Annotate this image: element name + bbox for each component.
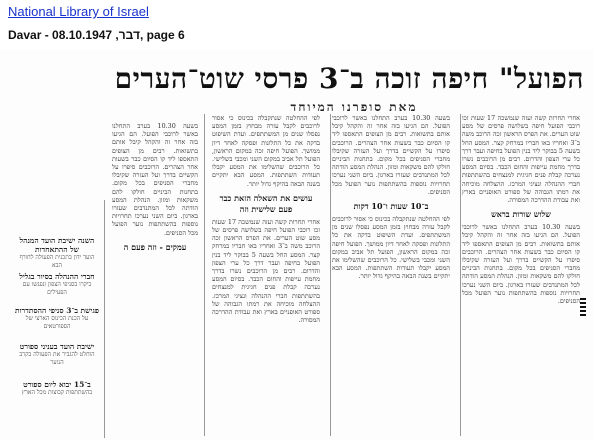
- section-subheading: עושים את השאלה הזאת כבר פעם שלישית וזה: [219, 192, 313, 214]
- scan-mark: [580, 310, 586, 312]
- library-link[interactable]: National Library of Israel: [8, 4, 149, 19]
- column-text: אחרי תחרות קשה ועזה שנמשכה 17 שעות זכו רוכבי הפועל חיפה בשלושה פרסים של מסע שוט הערים. את הפרס הראשון זכה הרוכב משה ב־3 ואחריו באו חבריו במרחק קצר. המסע החל בשעה 5 בבוקר ליד בנין הפועל בחיפה ועבר דרך כל ערי הצפון והדרום. רבים מן הרוכבים נשרו בדרך מחמת עייפות והחום הכבד. בסיום המסע נערכה קבלת פנים חגיגית למנצחים בהשתתפות חברי ההנהלה ונציגי המרכז. ההצלחה מוכיחה את רמתו הגבוהה של ספורט האופניים בארץ ואת עבודת ההדרכה המסורה.: [212, 217, 321, 325]
- column-text: בשעה 10.30 בערב התחלנו באשר לרוכבי הפועל. הם הגיעו בזה אחר זה והקהל קיבל אותם בתשואות. רבים מן הצופים התאספו ליד קו הסיום כבר בשעות אחר הצהרים. הרוכבים סיפרו על הקשיים בדרך ועל העזרה שקיבלו מחברי הסניפים בכל מקום. בתחנות הביניים חולקו להם משקאות ומזון. הנהלת המסע הודתה לכל המתנדבים שעזרו בארגון. ביום השני נערכו תחרויות נוספות בהשתתפות נוער הפועל מכל הסניפים.: [332, 114, 450, 196]
- side-item-title: חברי ההנהלה בסיור בגליל: [19, 272, 95, 281]
- column-text: לפי ההחלטה שנתקבלה בכינוס כי אסור לרוכבים לקבל עזרה מבחוץ בזמן המסע נפסלו שנים מן המשתתפים. ועדת השיפוט בדקה את כל התלונות ופסקה לאחר דיון ממושך. הפועל חיפה זכה במקום הראשון, הפועל תל אביב במקום השני ומכבי בשלישי. כל הרוכבים שהשלימו את המסע יקבלו תעודות השתתפות. המסע הבא יתקיים בשנה הבאה בהיקף גדול יותר.: [212, 114, 320, 188]
- side-item-text: על הכנת הכינוס הארצי של הספורטאים: [25, 315, 89, 330]
- side-item: [14, 342, 100, 366]
- side-item: [14, 272, 100, 296]
- column-text: לפי ההחלטה שנתקבלה בכינוס כי אסור לרוכבים לקבל עזרה מבחוץ בזמן המסע נפסלו שנים מן המשתתפים. ועדת השיפוט בדקה את כל התלונות ופסקה לאחר דיון ממושך. הפועל חיפה זכה במקום הראשון, הפועל תל אביב במקום השני ומכבי בשלישי. כל הרוכבים שהשלימו את המסע יקבלו תעודות השתתפות. המסע הבא יתקיים בשנה הבאה בהיקף גדול יותר.: [332, 215, 450, 281]
- column-divider: [104, 200, 105, 438]
- section-subheading: עמקים - וזה פעם ה: [123, 241, 187, 252]
- newspaper-clipping: [0, 50, 594, 440]
- side-item: [14, 380, 100, 397]
- side-item-title: השנה ישיבת הועד המנהל של ההתאחדות: [19, 236, 95, 254]
- article-column-1: [462, 114, 580, 440]
- section-subheading: שלוש שורות בראש: [491, 209, 551, 220]
- column-text: אחרי תחרות קשה ועזה שנמשכה 17 שעות זכו רוכבי הפועל חיפה בשלושה פרסים של מסע שוט הערים. את הפרס הראשון זכה הרוכב משה ב־3 ואחריו באו חבריו במרחק קצר. המסע החל בשעה 5 בבוקר ליד בנין הפועל בחיפה ועבר דרך כל ערי הצפון והדרום. רבים מן הרוכבים נשרו בדרך מחמת עייפות והחום הכבד. בסיום המסע נערכה קבלת פנים חגיגית למנצחים בהשתתפות חברי ההנהלה ונציגי המרכז. ההצלחה מוכיחה את רמתו הגבוהה של ספורט האופניים בארץ ואת עבודת ההדרכה המסורה.: [462, 114, 580, 205]
- column-text: בשעה 10.30 בערב התחלנו באשר לרוכבי הפועל. הם הגיעו בזה אחר זה והקהל קיבל אותם בתשואות. רבים מן הצופים התאספו ליד קו הסיום כבר בשעות אחר הצהרים. הרוכבים סיפרו על הקשיים בדרך ועל העזרה שקיבלו מחברי הסניפים בכל מקום. בתחנות הביניים חולקו להם משקאות ומזון. הנהלת המסע הודתה לכל המתנדבים שעזרו בארגון. ביום השני נערכו תחרויות נוספות בהשתתפות נוער הפועל מכל הסניפים.: [462, 223, 580, 306]
- article-column-4: [112, 122, 198, 448]
- side-item-text: ביקרו בסניפי הצפון ונפגשו עם הפעילים: [22, 281, 92, 296]
- column-divider: [460, 114, 461, 436]
- side-item-text: בהשתתפות קבוצות מכל הארץ: [21, 389, 93, 396]
- side-item-title: ישיבת הועד בעניני ספורט: [19, 342, 95, 351]
- article-byline: מאת סופרנו המיוחד: [290, 100, 418, 114]
- column-divider: [204, 114, 205, 436]
- scan-mark: [580, 314, 586, 316]
- scan-mark: [580, 298, 586, 300]
- scan-mark: [580, 302, 586, 304]
- side-item-text: הוחלט להגביר את הפעולה בקרב הנוער: [19, 351, 95, 366]
- article-column-3: [212, 114, 320, 440]
- scan-mark: [580, 306, 586, 308]
- side-item-text: הועד ידון בתכנית הפעולה לחורף הבא: [19, 254, 95, 269]
- side-item: [14, 236, 100, 269]
- article-headline: הפועל" חיפה זוכה ב־3 פרסי שוט־הערים: [114, 62, 584, 95]
- side-item: [14, 306, 100, 330]
- section-subheading: ב־10 שעות ו־10 דקות: [353, 201, 429, 212]
- side-item-title: פגישת ב־3 סניפי ההסתדרות: [15, 306, 99, 315]
- issue-info: Davar - דבר, 08.10.1947, page 6: [8, 28, 185, 42]
- column-text: בשעה 10.30 בערב התחלנו באשר לרוכבי הפועל. הם הגיעו בזה אחר זה והקהל קיבל אותם בתשואות. רבים מן הצופים התאספו ליד קו הסיום כבר בשעות אחר הצהרים. הרוכבים סיפרו על הקשיים בדרך ועל העזרה שקיבלו מחברי הסניפים בכל מקום. בתחנות הביניים חולקו להם משקאות ומזון. הנהלת המסע הודתה לכל המתנדבים שעזרו בארגון. ביום השני נערכו תחרויות נוספות בהשתתפות נוער הפועל מכל הסניפים.: [112, 122, 198, 237]
- column-divider: [330, 114, 331, 436]
- side-item-title: ב־15 יבוא ליום ספורט: [23, 380, 91, 389]
- article-column-2: [332, 114, 450, 440]
